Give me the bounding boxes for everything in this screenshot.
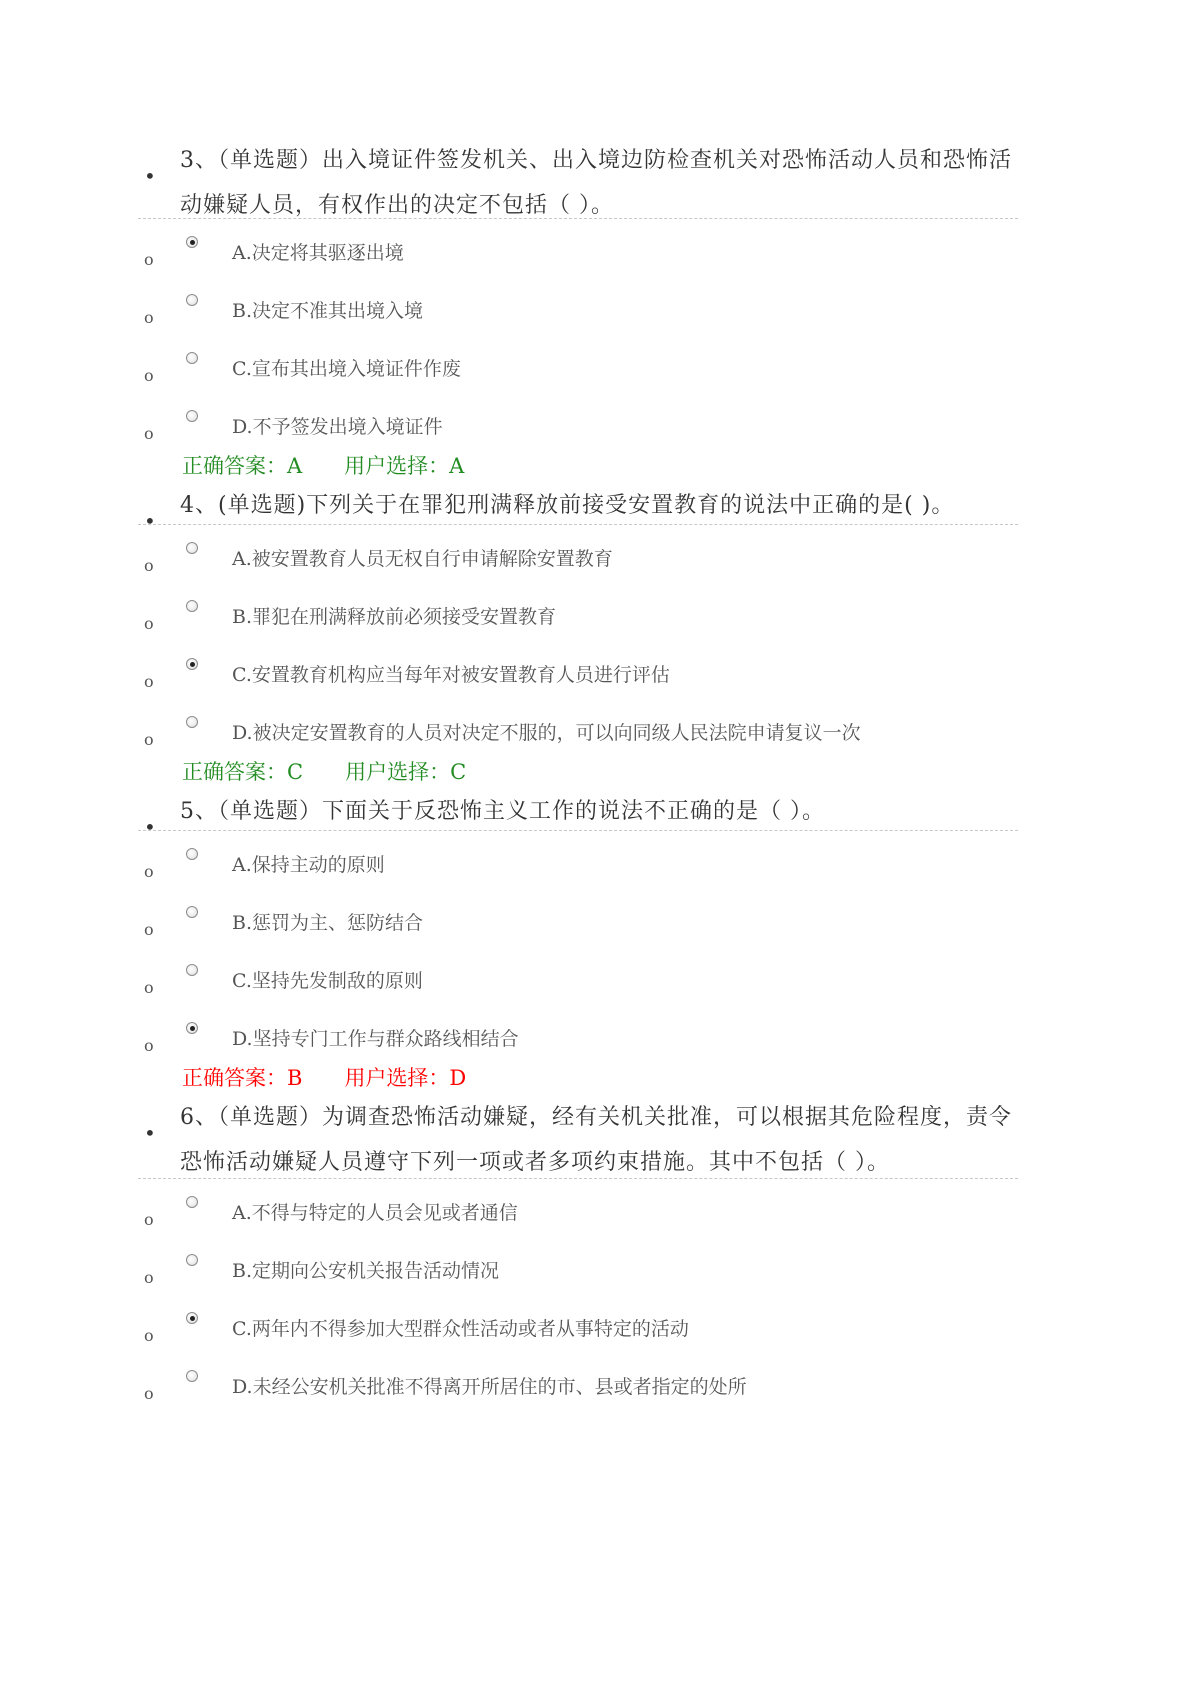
correct-answer-label: 正确答案：C (182, 760, 304, 784)
option-a (138, 1196, 1018, 1236)
option-bullet: o (144, 556, 154, 575)
option-bullet: o (144, 366, 154, 385)
option-label: B.决定不准其出境入境 (232, 300, 424, 322)
option-b (138, 906, 1018, 946)
option-bullet: o (144, 308, 154, 327)
option-d (138, 716, 1018, 756)
option-a (138, 236, 1018, 276)
option-bullet: o (144, 730, 154, 749)
option-radio-button[interactable] (186, 716, 198, 728)
option-label: B.罪犯在刑满释放前必须接受安置教育 (232, 606, 557, 628)
option-radio-button[interactable] (186, 600, 198, 612)
question-text: 3、（单选题）出入境证件签发机关、出入境边防检查机关对恐怖活动人员和恐怖活动嫌疑人员，有权作出的决定不包括（ ）。 (180, 148, 1012, 218)
answer-result (182, 453, 464, 479)
correct-answer-label: 正确答案：B (182, 1066, 303, 1090)
option-a (138, 848, 1018, 888)
option-radio-button[interactable] (186, 1254, 198, 1266)
option-bullet: o (144, 1384, 154, 1403)
question-3 (138, 797, 1018, 839)
option-c (138, 964, 1018, 1004)
option-d (138, 410, 1018, 450)
option-label: D.未经公安机关批准不得离开所居住的市、县或者指定的处所 (232, 1376, 747, 1398)
question-divider (138, 524, 1018, 525)
option-label: A.决定将其驱逐出境 (232, 242, 404, 264)
question-bullet: • (144, 1121, 156, 1145)
option-label: D.被决定安置教育的人员对决定不服的，可以向同级人民法院申请复议一次 (232, 722, 861, 744)
question-2 (138, 491, 1018, 533)
option-a (138, 542, 1018, 582)
option-radio-button[interactable] (186, 1022, 198, 1034)
option-b (138, 600, 1018, 640)
option-bullet: o (144, 1036, 154, 1055)
question-text: 5、（单选题）下面关于反恐怖主义工作的说法不正确的是（ ）。 (180, 799, 825, 824)
question-text: 6、（单选题）为调查恐怖活动嫌疑，经有关机关批准，可以根据其危险程度，责令恐怖活动嫌疑人员遵守下列一项或者多项约束措施。其中不包括（ ）。 (180, 1105, 1012, 1175)
option-bullet: o (144, 1268, 154, 1287)
option-b (138, 1254, 1018, 1294)
option-label: C.安置教育机构应当每年对被安置教育人员进行评估 (232, 664, 670, 686)
question-divider (138, 1178, 1018, 1179)
option-label: B.定期向公安机关报告活动情况 (232, 1260, 500, 1282)
option-b (138, 294, 1018, 334)
answer-result (182, 759, 466, 785)
option-radio-button[interactable] (186, 1370, 198, 1382)
question-4 (138, 1103, 1018, 1180)
option-bullet: o (144, 250, 154, 269)
option-label: A.不得与特定的人员会见或者通信 (232, 1202, 518, 1224)
option-radio-button[interactable] (186, 848, 198, 860)
option-bullet: o (144, 424, 154, 443)
option-label: D.不予签发出境入境证件 (232, 416, 443, 438)
option-radio-button[interactable] (186, 1196, 198, 1208)
option-radio-button[interactable] (186, 542, 198, 554)
option-label: B.惩罚为主、惩防结合 (232, 912, 424, 934)
answer-result (182, 1065, 466, 1091)
option-radio-button[interactable] (186, 410, 198, 422)
user-choice-label: 用户选择：D (344, 1066, 467, 1090)
user-choice-label: 用户选择：C (345, 760, 467, 784)
option-bullet: o (144, 978, 154, 997)
option-radio-button[interactable] (186, 1312, 198, 1324)
option-bullet: o (144, 920, 154, 939)
option-label: A.被安置教育人员无权自行申请解除安置教育 (232, 548, 613, 570)
question-1 (138, 146, 1018, 220)
option-bullet: o (144, 672, 154, 691)
option-radio-button[interactable] (186, 964, 198, 976)
option-bullet: o (144, 614, 154, 633)
option-c (138, 658, 1018, 698)
option-label: C.两年内不得参加大型群众性活动或者从事特定的活动 (232, 1318, 689, 1340)
user-choice-label: 用户选择：A (344, 454, 465, 478)
question-text: 4、(单选题)下列关于在罪犯刑满释放前接受安置教育的说法中正确的是( )。 (180, 493, 955, 518)
option-bullet: o (144, 1326, 154, 1345)
option-bullet: o (144, 1210, 154, 1229)
question-bullet: • (144, 815, 156, 839)
option-d (138, 1370, 1018, 1410)
option-radio-button[interactable] (186, 658, 198, 670)
option-d (138, 1022, 1018, 1062)
option-radio-button[interactable] (186, 236, 198, 248)
option-radio-button[interactable] (186, 906, 198, 918)
option-c (138, 1312, 1018, 1352)
option-label: A.保持主动的原则 (232, 854, 385, 876)
option-bullet: o (144, 862, 154, 881)
question-divider (138, 830, 1018, 831)
question-bullet: • (144, 164, 156, 188)
question-divider (138, 218, 1018, 219)
correct-answer-label: 正确答案：A (182, 454, 303, 478)
option-radio-button[interactable] (186, 352, 198, 364)
question-bullet: • (144, 509, 156, 533)
option-label: D.坚持专门工作与群众路线相结合 (232, 1028, 519, 1050)
option-c (138, 352, 1018, 392)
option-label: C.宣布其出境入境证件作废 (232, 358, 461, 380)
option-radio-button[interactable] (186, 294, 198, 306)
option-label: C.坚持先发制敌的原则 (232, 970, 423, 992)
